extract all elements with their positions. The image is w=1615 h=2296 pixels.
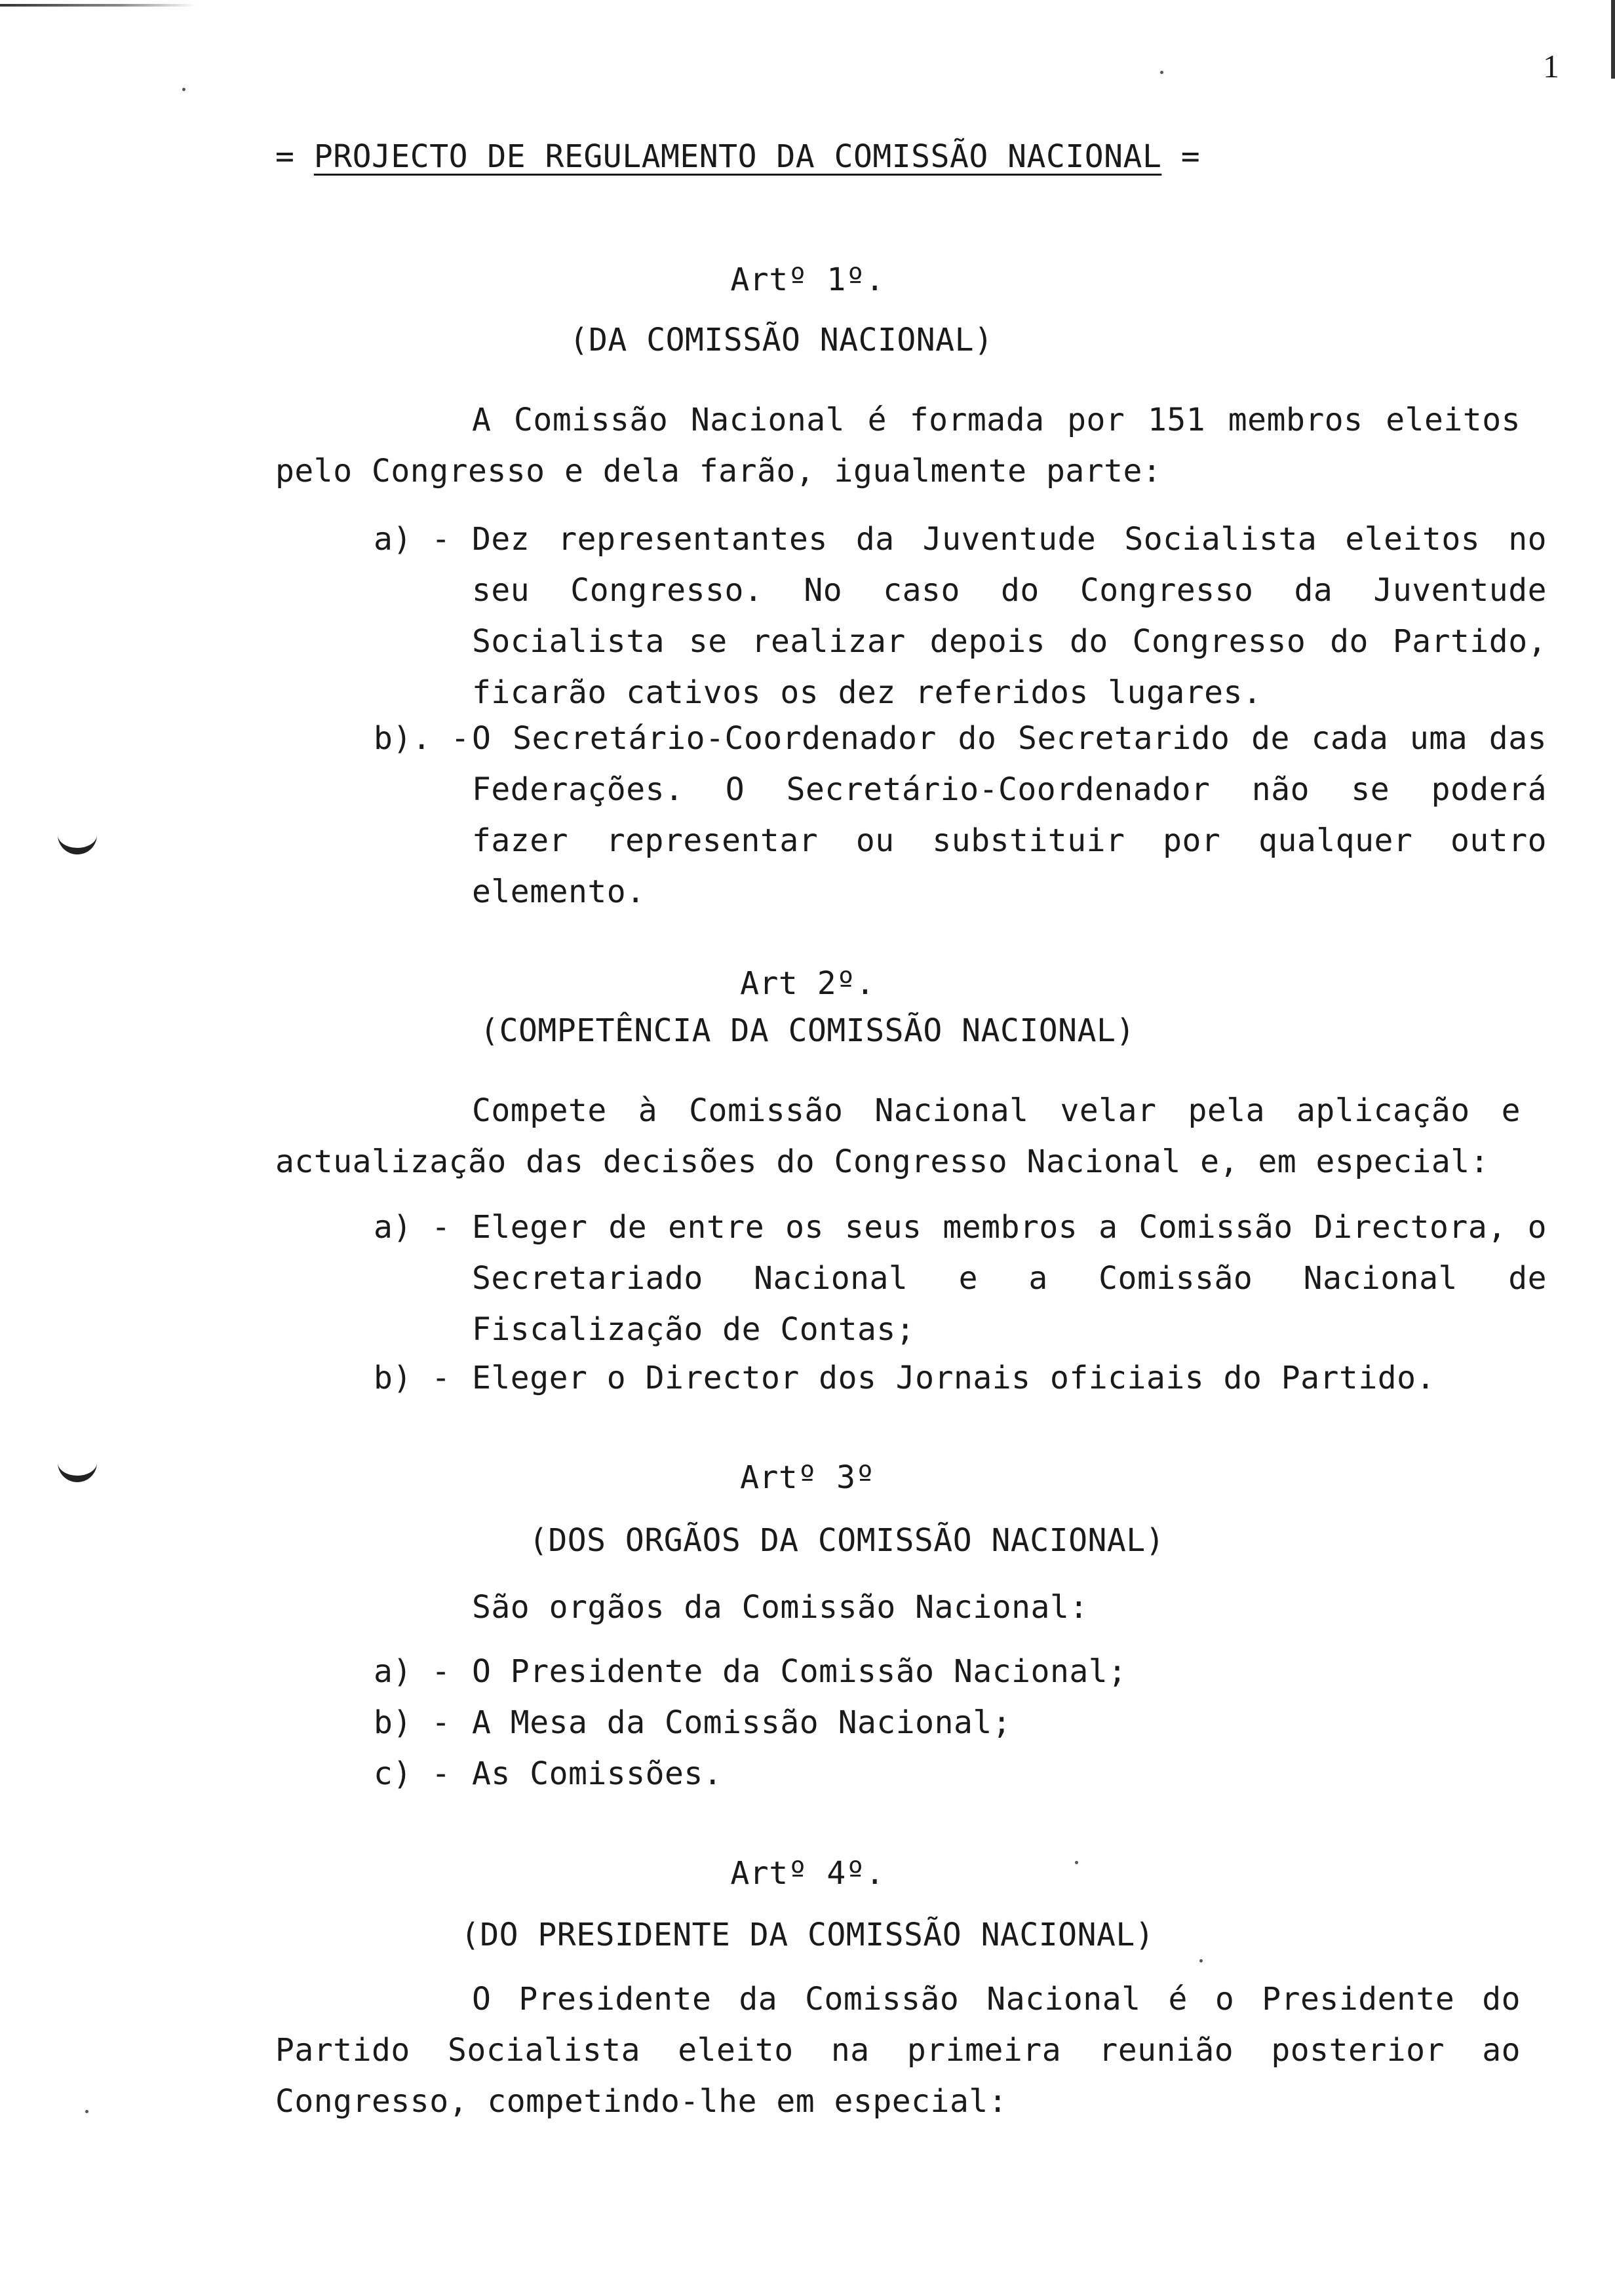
item-text: Dez representantes da Juventude Socialista eleitos no seu Congresso. No caso do Congresso da Juventude Socialista se realizar depois do Congresso do Partido, ficarão cativos os dez referidos lugares. <box>472 521 1547 711</box>
item-text: As Comissões. <box>472 1755 723 1792</box>
title-suffix: = <box>1180 138 1201 175</box>
punch-hole-mark <box>58 828 97 854</box>
article-1-item-a <box>374 514 1547 718</box>
article-3-heading: (DOS ORGÃOS DA COMISSÃO NACIONAL) <box>528 1522 1165 1559</box>
scan-speck <box>182 88 185 91</box>
page-number: 1 <box>1543 48 1560 85</box>
item-text: O Presidente da Comissão Nacional; <box>472 1653 1127 1690</box>
article-4-intro: O Presidente da Comissão Nacional é o Presidente do Partido Socialista eleito na primeira reunião posterior ao Congresso, competindo-lhe em especial: <box>275 1981 1521 2120</box>
item-label: b) - <box>374 1360 451 1396</box>
article-3-intro: São orgãos da Comissão Nacional: <box>472 1589 1089 1626</box>
document-title <box>275 131 1200 182</box>
article-1-heading: (DA COMISSÃO NACIONAL) <box>569 322 994 358</box>
article-2-heading: (COMPETÊNCIA DA COMISSÃO NACIONAL) <box>480 1012 1135 1049</box>
title-text: PROJECTO DE REGULAMENTO DA COMISSÃO NACIONAL <box>313 138 1162 175</box>
item-text: Eleger o Director dos Jornais oficiais do Partido. <box>472 1360 1435 1396</box>
title-prefix: = <box>275 138 295 175</box>
item-label: a) - <box>374 1653 451 1690</box>
scan-speck <box>85 2110 88 2113</box>
article-1-item-b <box>374 713 1547 917</box>
scan-speck <box>1075 1861 1078 1864</box>
article-3-item-c <box>374 1748 1547 1799</box>
scan-speck <box>1160 71 1163 74</box>
article-2-intro: Compete à Comissão Nacional velar pela aplicação e actualização das decisões do Congresso Nacional e, em especial: <box>275 1092 1521 1180</box>
scan-edge-mark <box>1611 0 1615 79</box>
article-3-number: Artº 3º <box>740 1459 875 1496</box>
article-4-number: Artº 4º. <box>730 1855 885 1892</box>
item-text: A Mesa da Comissão Nacional; <box>472 1704 1012 1741</box>
article-1-number: Artº 1º. <box>730 261 885 298</box>
item-label: a) - <box>374 521 451 558</box>
item-label: a) - <box>374 1209 451 1246</box>
scan-speck <box>1199 1959 1203 1962</box>
item-text: Eleger de entre os seus membros a Comissão Directora, o Secretariado Nacional e a Comissão Nacional de Fiscalização de Contas; <box>472 1209 1547 1348</box>
article-3-item-a <box>374 1646 1547 1697</box>
article-2-number: Art 2º. <box>740 965 875 1002</box>
article-2-item-b <box>374 1352 1547 1404</box>
scan-edge-line <box>0 4 197 7</box>
article-1-intro: A Comissão Nacional é formada por 151 membros eleitos pelo Congresso e dela farão, igualmente parte: <box>275 402 1521 489</box>
article-4-heading: (DO PRESIDENTE DA COMISSÃO NACIONAL) <box>460 1917 1155 1953</box>
item-label: b) - <box>374 1704 451 1741</box>
item-text: O Secretário-Coordenador do Secretarido de cada uma das Federações. O Secretário-Coordenador não se poderá fazer representar ou substituir por qualquer outro elemento. <box>472 720 1547 910</box>
article-3-item-b <box>374 1697 1547 1748</box>
item-label: c) - <box>374 1755 451 1792</box>
article-2-item-a <box>374 1202 1547 1355</box>
item-label: b). - <box>374 720 470 757</box>
